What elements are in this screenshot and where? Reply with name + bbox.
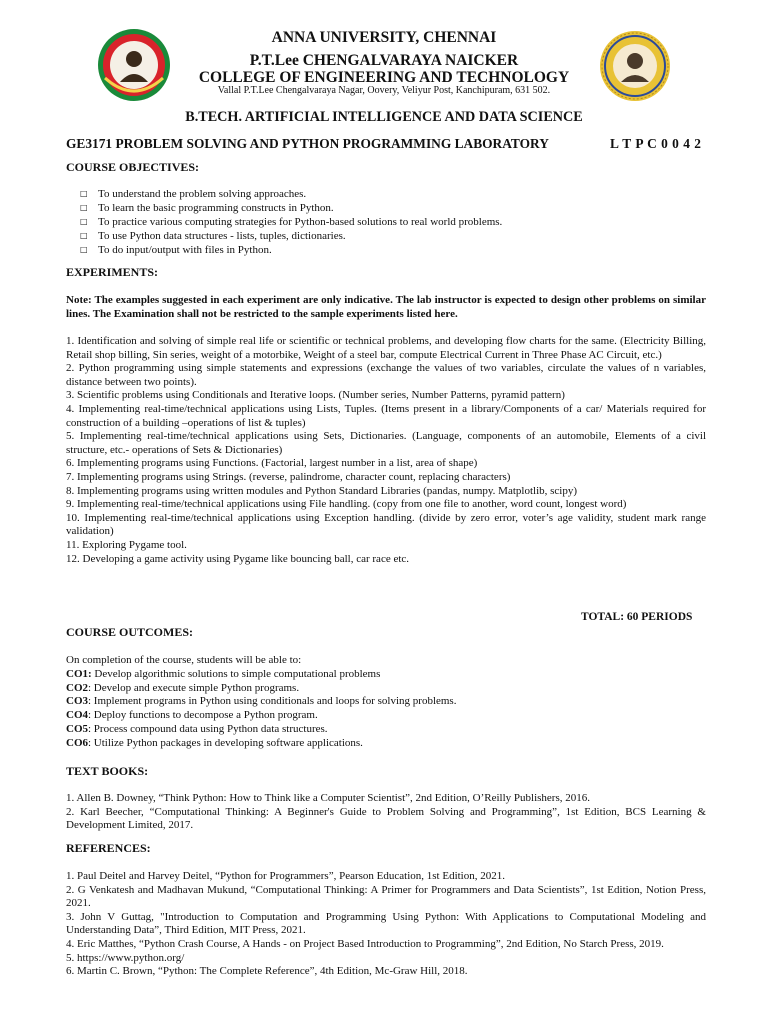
list-item: 8. Implementing programs using written modules and Python Standard Libraries (pandas, numpy. Matplotlib, scipy) xyxy=(66,484,578,497)
list-item: CO6: Utilize Python packages in developing software applications. xyxy=(66,736,363,749)
outcome-code: CO4 xyxy=(66,709,88,722)
outcome-code: CO2 xyxy=(66,681,88,694)
list-item: □ To do input/output with files in Python. xyxy=(80,244,272,256)
square-bullet-icon: □ xyxy=(80,217,88,226)
list-item: □ To use Python data structures - lists, tuples, dictionaries. xyxy=(80,230,346,242)
textbooks-list xyxy=(66,792,706,833)
list-item: 1. Identification and solving of simple real life or scientific or technical problems, and developing flow charts for the same. (Electricity Billing, Retail shop billing, Sin series, weight of a motorbike, Weight of a steel bar, compute Electrical Current in Three Phase AC Circuit, etc.) xyxy=(66,335,706,361)
experiments-list xyxy=(66,335,706,566)
college-name-line2: COLLEGE OF ENGINEERING AND TECHNOLOGY xyxy=(198,69,570,86)
outcome-code: CO1: xyxy=(66,668,92,680)
objectives-heading: COURSE OBJECTIVES: xyxy=(66,160,200,174)
list-item: CO1: Develop algorithmic solutions to simple computational problems xyxy=(66,668,381,680)
references-heading: REFERENCES: xyxy=(66,841,151,855)
textbooks-heading: TEXT BOOKS: xyxy=(66,764,149,778)
list-item: CO5: Process compound data using Python data structures. xyxy=(66,722,328,735)
list-item: 9. Implementing real-time/technical applications using File handling. (copy from one file to another, word count, longest word) xyxy=(66,498,627,511)
list-item: 5. Implementing real-time/technical applications using Sets, Dictionaries. (Language, components of an automobile, Elements of a civil structure, etc.- operations of Sets & Dictionaries) xyxy=(66,430,706,456)
list-item: 1. Allen B. Downey, “Think Python: How to Think like a Computer Scientist”, 2nd Edition, O’Reilly Publishers, 2016. xyxy=(66,792,590,804)
outcomes-heading: COURSE OUTCOMES: xyxy=(66,625,194,639)
square-bullet-icon: □ xyxy=(80,231,88,240)
list-item: □ To understand the problem solving approaches. xyxy=(80,188,307,200)
programme-title: B.TECH. ARTIFICIAL INTELLIGENCE AND DATA SCIENCE xyxy=(185,109,583,125)
experiments-note: Note: The examples suggested in each experiment are only indicative. The lab instructor is expected to design other problems on similar lines. The Examination shall not be restricted to the sample experiments listed here. xyxy=(66,294,706,320)
outcome-code: CO5 xyxy=(66,722,88,735)
square-bullet-icon: □ xyxy=(80,189,88,198)
course-ltpc: L T P C 0 0 4 2 xyxy=(610,136,702,151)
square-bullet-icon: □ xyxy=(80,245,88,254)
college-address: Vallal P.T.Lee Chengalvaraya Nagar, Oovery, Veliyur Post, Kanchipuram, 631 502. xyxy=(217,85,551,96)
list-item: 3. John V Guttag, "Introduction to Computation and Programming Using Python: With Applications to Computational Modeling and Understanding Data”, Third Edition, MIT Press, 2021. xyxy=(66,910,706,937)
university-name: ANNA UNIVERSITY, CHENNAI xyxy=(271,29,497,46)
list-item: □ To practice various computing strategies for Python-based solutions to real world problems. xyxy=(80,216,503,228)
list-item: 6. Martin C. Brown, “Python: The Complete Reference”, 4th Edition, Mc-Graw Hill, 2018. xyxy=(66,965,468,978)
experiments-heading: EXPERIMENTS: xyxy=(66,265,159,279)
list-item: 10. Implementing real-time/technical applications using Exception handling. (divide by zero error, voter’s age validity, student mark range validation) xyxy=(66,511,706,538)
outcome-code: CO6 xyxy=(66,736,88,749)
square-bullet-icon: □ xyxy=(80,203,88,212)
list-item: 1. Paul Deitel and Harvey Deitel, “Python for Programmers”, Pearson Education, 1st Edition, 2021. xyxy=(66,870,505,882)
references-list xyxy=(66,870,706,979)
list-item: 2. Karl Beecher, “Computational Thinking: A Beginner's Guide to Problem Solving and Programming”, 1st Edition, BCS Learning & Development Limited, 2017. xyxy=(66,805,706,832)
outcome-code: CO3 xyxy=(66,695,88,708)
total-periods: TOTAL: 60 PERIODS xyxy=(581,611,693,623)
list-item: CO3: Implement programs in Python using conditionals and loops for solving problems. xyxy=(66,695,457,708)
list-item: 6. Implementing programs using Functions. (Factorial, largest number in a list, area of shape) xyxy=(66,457,478,470)
list-item: □ To learn the basic programming constructs in Python. xyxy=(80,202,334,214)
list-item: 12. Developing a game activity using Pygame like bouncing ball, car race etc. xyxy=(66,552,410,565)
list-item: CO2: Develop and execute simple Python programs. xyxy=(66,681,300,694)
reference-link[interactable]: 5. https://www.python.org/ xyxy=(66,951,185,964)
list-item: CO4: Deploy functions to decompose a Python program. xyxy=(66,709,318,722)
list-item: 2. Python programming using simple statements and expressions (exchange the values of two variables, circulate the values of n variables, distance between two points). xyxy=(66,362,706,388)
list-item: 3. Scientific problems using Conditionals and Iterative loops. (Number series, Number Patterns, pyramid pattern) xyxy=(66,389,565,402)
outcomes-intro: On completion of the course, students will be able to: xyxy=(66,654,302,666)
list-item: 2. G Venkatesh and Madhavan Mukund, “Computational Thinking: A Primer for Programmers and Data Scientists”, 1st Edition, Notion Press, 2021. xyxy=(66,883,706,910)
list-item: 4. Eric Matthes, “Python Crash Course, A Hands - on Project Based Introduction to Programming”, 2nd Edition, No Starch Press, 2019. xyxy=(66,937,664,950)
objectives-list xyxy=(80,187,502,257)
college-name-line1: P.T.Lee CHENGALVARAYA NAICKER xyxy=(249,52,519,69)
list-item: 4. Implementing real-time/technical applications using Lists, Tuples. (Items present in a library/Components of a car/ Materials required for construction of a building –operations of list & tuples) xyxy=(66,402,706,429)
course-title: GE3171 PROBLEM SOLVING AND PYTHON PROGRAMMING LABORATORY xyxy=(66,136,549,151)
list-item: 7. Implementing programs using Strings. (reverse, palindrome, character count, replacing characters) xyxy=(66,470,511,483)
outcomes-list xyxy=(66,668,456,750)
list-item: 11. Exploring Pygame tool. xyxy=(66,538,187,551)
